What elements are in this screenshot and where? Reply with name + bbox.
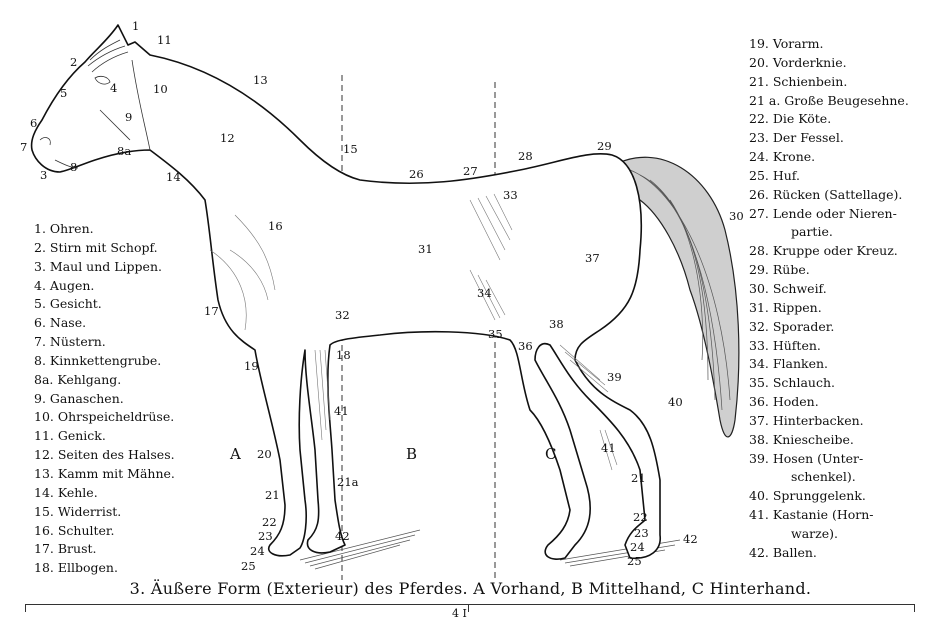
label-24-fore: 24: [250, 544, 265, 558]
label-13: 13: [253, 73, 268, 87]
page-mark: 4 I: [452, 607, 467, 620]
label-20: 20: [257, 447, 272, 461]
rule-tick-left: [25, 604, 26, 612]
label-17: 17: [204, 304, 219, 318]
label-39: 39: [607, 370, 622, 384]
legend-item: 22. Die Köte.: [749, 111, 832, 127]
legend-item: 42. Ballen.: [749, 544, 817, 560]
label-22-fore: 22: [262, 515, 277, 529]
label-22-hind: 22: [633, 510, 648, 524]
legend-item: 33. Hüften.: [749, 337, 821, 353]
label-15: 15: [343, 142, 358, 156]
label-21-hind: 21: [631, 471, 646, 485]
label-7: 7: [20, 140, 28, 154]
label-21a: 21a: [337, 475, 359, 489]
rule-tick-center: [468, 604, 469, 612]
label-9: 9: [125, 110, 133, 124]
label-27: 27: [463, 164, 478, 178]
legend-item: 23. Der Fessel.: [749, 130, 844, 146]
legend-item: 17. Brust.: [34, 541, 97, 557]
ground-shadows: [300, 530, 680, 569]
label-16: 16: [268, 219, 283, 233]
label-6: 6: [30, 116, 38, 130]
legend-item: 38. Kniescheibe.: [749, 431, 854, 447]
legend-item: 26. Rücken (Sattellage).: [749, 186, 903, 202]
section-b-letter: B: [406, 445, 418, 463]
label-12: 12: [220, 131, 235, 145]
label-2: 2: [70, 55, 78, 69]
legend-item: 16. Schulter.: [34, 522, 115, 538]
label-19: 19: [244, 359, 259, 373]
legend-item: 13. Kamm mit Mähne.: [34, 465, 175, 481]
legend-item: 12. Seiten des Halses.: [34, 447, 175, 463]
label-38: 38: [549, 317, 564, 331]
legend-item: 41. Kastanie (Horn-: [749, 507, 874, 523]
label-10: 10: [153, 82, 168, 96]
label-41-hind: 41: [601, 441, 616, 455]
legend-item: 8. Kinnkettengrube.: [34, 352, 162, 368]
legend-item: 8a. Kehlgang.: [34, 371, 122, 387]
legend-item: 34. Flanken.: [749, 356, 829, 372]
legend-item: 28. Kruppe oder Kreuz.: [749, 243, 898, 259]
legend-item: 35. Schlauch.: [749, 375, 835, 391]
legend-item: 3. Maul und Lippen.: [34, 258, 162, 274]
legend-item: 1. Ohren.: [34, 221, 94, 236]
legend-item: 11. Genick.: [34, 428, 106, 444]
legend-item: 24. Krone.: [749, 149, 816, 165]
label-18: 18: [336, 348, 351, 362]
label-42-fore: 42: [335, 529, 350, 543]
legend-item: 2. Stirn mit Schopf.: [34, 239, 158, 255]
label-29: 29: [597, 139, 612, 153]
label-3: 3: [40, 168, 48, 182]
legend-item: 21 a. Große Beugesehne.: [749, 92, 909, 108]
legend-item: 31. Rippen.: [749, 299, 822, 315]
legend-item: 39. Hosen (Unter-: [749, 450, 864, 466]
legend-item: 27. Lende oder Nieren-: [749, 205, 897, 221]
legend-item: schenkel).: [791, 469, 856, 485]
legend-item: partie.: [791, 224, 833, 240]
label-14: 14: [166, 170, 181, 184]
label-36: 36: [518, 339, 533, 353]
legend-item: 29. Rübe.: [749, 262, 810, 278]
label-26: 26: [409, 167, 424, 181]
label-24-hind: 24: [630, 540, 645, 554]
legend-item: 9. Ganaschen.: [34, 390, 124, 406]
label-35: 35: [488, 327, 503, 341]
label-23-fore: 23: [258, 529, 273, 543]
legend-item: 14. Kehle.: [34, 484, 98, 500]
label-8: 8: [70, 160, 78, 174]
legend-item: 36. Hoden.: [749, 394, 819, 410]
legend-item: 32. Sporader.: [749, 318, 835, 334]
figure-caption: 3. Äußere Form (Exterieur) des Pferdes. A Vorhand, B Mittelhand, C Hinterhand.: [129, 579, 812, 598]
legend-item: 5. Gesicht.: [34, 296, 102, 312]
label-5: 5: [60, 86, 68, 100]
label-30: 30: [729, 209, 744, 223]
legend-item: 21. Schienbein.: [749, 73, 848, 89]
legend-item: 25. Huf.: [749, 167, 800, 183]
label-8a: 8a: [117, 144, 132, 158]
legend-item: 19. Vorarm.: [749, 36, 824, 51]
label-25-fore: 25: [241, 559, 256, 573]
label-4: 4: [110, 81, 118, 95]
label-40: 40: [668, 395, 683, 409]
legend-item: 7. Nüstern.: [34, 334, 106, 350]
legend-right-list: [749, 35, 937, 563]
label-37: 37: [585, 251, 600, 265]
legend-item: 6. Nase.: [34, 315, 87, 331]
legend-item: warze).: [791, 525, 838, 541]
legend-left-list: [34, 220, 234, 578]
legend-item: 20. Vorderknie.: [749, 54, 847, 70]
legend-item: 10. Ohrspeicheldrüse.: [34, 409, 175, 425]
label-11: 11: [157, 33, 172, 47]
label-21-fore: 21: [265, 488, 280, 502]
label-25-hind: 25: [627, 554, 642, 568]
legend-item: 4. Augen.: [34, 277, 95, 293]
bottom-rule: [25, 604, 915, 605]
label-31: 31: [418, 242, 433, 256]
legend-item: 37. Hinterbacken.: [749, 412, 864, 428]
label-41-fore: 41: [334, 404, 349, 418]
label-32: 32: [335, 308, 350, 322]
legend-item: 40. Sprunggelenk.: [749, 488, 866, 504]
label-23-hind: 23: [634, 526, 649, 540]
legend-item: 15. Widerrist.: [34, 503, 122, 519]
legend-item: 30. Schweif.: [749, 280, 827, 296]
label-34: 34: [477, 286, 492, 300]
section-a-letter: A: [230, 445, 241, 463]
label-28: 28: [518, 149, 533, 163]
legend-item: 18. Ellbogen.: [34, 560, 118, 576]
rule-tick-right: [914, 604, 915, 612]
label-42-hind: 42: [683, 532, 698, 546]
label-33: 33: [503, 188, 518, 202]
section-c-letter: C: [545, 445, 557, 463]
label-1: 1: [132, 19, 140, 33]
